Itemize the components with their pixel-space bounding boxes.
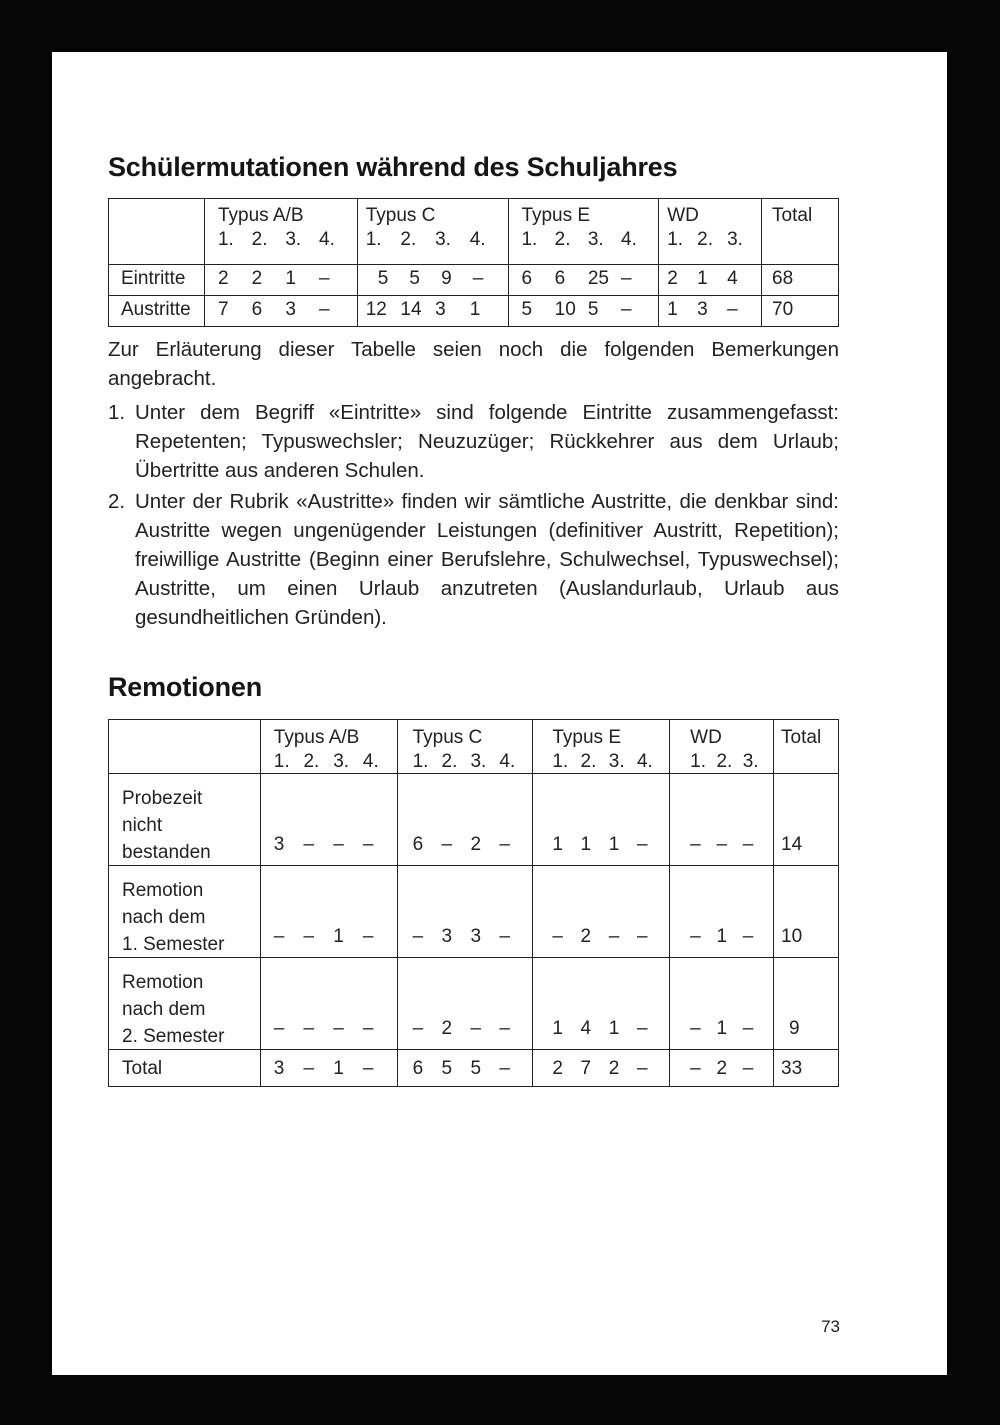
table-row: Remotion nach dem 1. Semester – – 1 – – 3 3 – – 2 – – – 1 – 10 [109, 866, 839, 958]
group-header: Typus C 1. 2. 3. 4. [397, 720, 533, 774]
group-header: Typus E 1. 2. 3. 4. [533, 720, 670, 774]
group-header: Typus A/B 1. 2. 3. 4. [260, 720, 397, 774]
section-title-remotionen: Remotionen [108, 672, 263, 702]
group-header: WD 1. 2. 3. [670, 720, 774, 774]
row-total: 9 [774, 958, 839, 1050]
table-header-row [109, 720, 839, 774]
row-total: 33 [774, 1050, 839, 1087]
table-row: Remotion nach dem 2. Semester – – – – – 2 – – 1 4 1 – – 1 – 9 [109, 958, 839, 1050]
row-label: Remotion nach dem 1. Semester [109, 866, 261, 958]
row-total: 14 [774, 774, 839, 866]
row-label: Total [109, 1050, 261, 1087]
list-item: 1. Unter dem Begriff «Eintritte» sind folgende Eintritte zusammengefasst: Repetenten; Typuswechsler; Neuzuzüger; Rückkehrer aus dem Urlaub; Übertritte aus anderen Schulen. [108, 401, 839, 482]
list-item: 2. Unter der Rubrik «Austritte» finden wir sämtliche Austritte, die denkbar sind: Austritte wegen ungenügender Leistungen (definitiver Austritt, Repetition); freiwillige Austritte (Beginn einer Berufslehre, Schulwechsel, Typuswechsel); Austritte, um einen Urlaub anzutreten (Auslandurlaub, Urlaub aus gesundheitlichen Gründen). [108, 490, 839, 629]
remotionen-table [108, 719, 839, 1087]
page-number: 73 [821, 1317, 840, 1336]
table-row: Austritte 7 6 3 – 12 14 3 1 5 10 5 – 1 3 – 70 [109, 296, 839, 327]
group-header: Typus E 1. 2. 3. 4. [509, 199, 659, 265]
group-header: Typus A/B 1. 2. 3. 4. [204, 199, 357, 265]
row-total: 10 [774, 866, 839, 958]
row-total: 68 [762, 265, 839, 296]
row-label: Probezeit nicht bestanden [109, 774, 261, 866]
row-label: Remotion nach dem 2. Semester [109, 958, 261, 1050]
section-title-mutationen: Schülermutationen während des Schuljahres [108, 152, 678, 182]
table-row: Eintritte 2 2 1 – 5 5 9 – 6 6 25 – 2 1 4 68 [109, 265, 839, 296]
group-header: WD 1. 2. 3. [659, 199, 762, 265]
table-row: Probezeit nicht bestanden 3 – – – 6 – 2 – 1 1 1 – – – – 14 [109, 774, 839, 866]
row-total: 70 [762, 296, 839, 327]
row-label: Austritte [109, 296, 205, 327]
table-total-row: Total 3 – 1 – 6 5 5 – 2 7 2 – – 2 – 33 [109, 1050, 839, 1087]
total-header: Total [774, 720, 839, 774]
row-label: Eintritte [109, 265, 205, 296]
total-header: Total [762, 199, 839, 265]
group-header: Typus C 1. 2. 3. 4. [357, 199, 509, 265]
table-header-row [109, 199, 839, 265]
intro-paragraph: Zur Erläuterung dieser Tabelle seien noch die folgenden Bemerkungen angebracht. [108, 338, 839, 390]
document-page [52, 52, 947, 1375]
mutationen-table [108, 198, 839, 327]
